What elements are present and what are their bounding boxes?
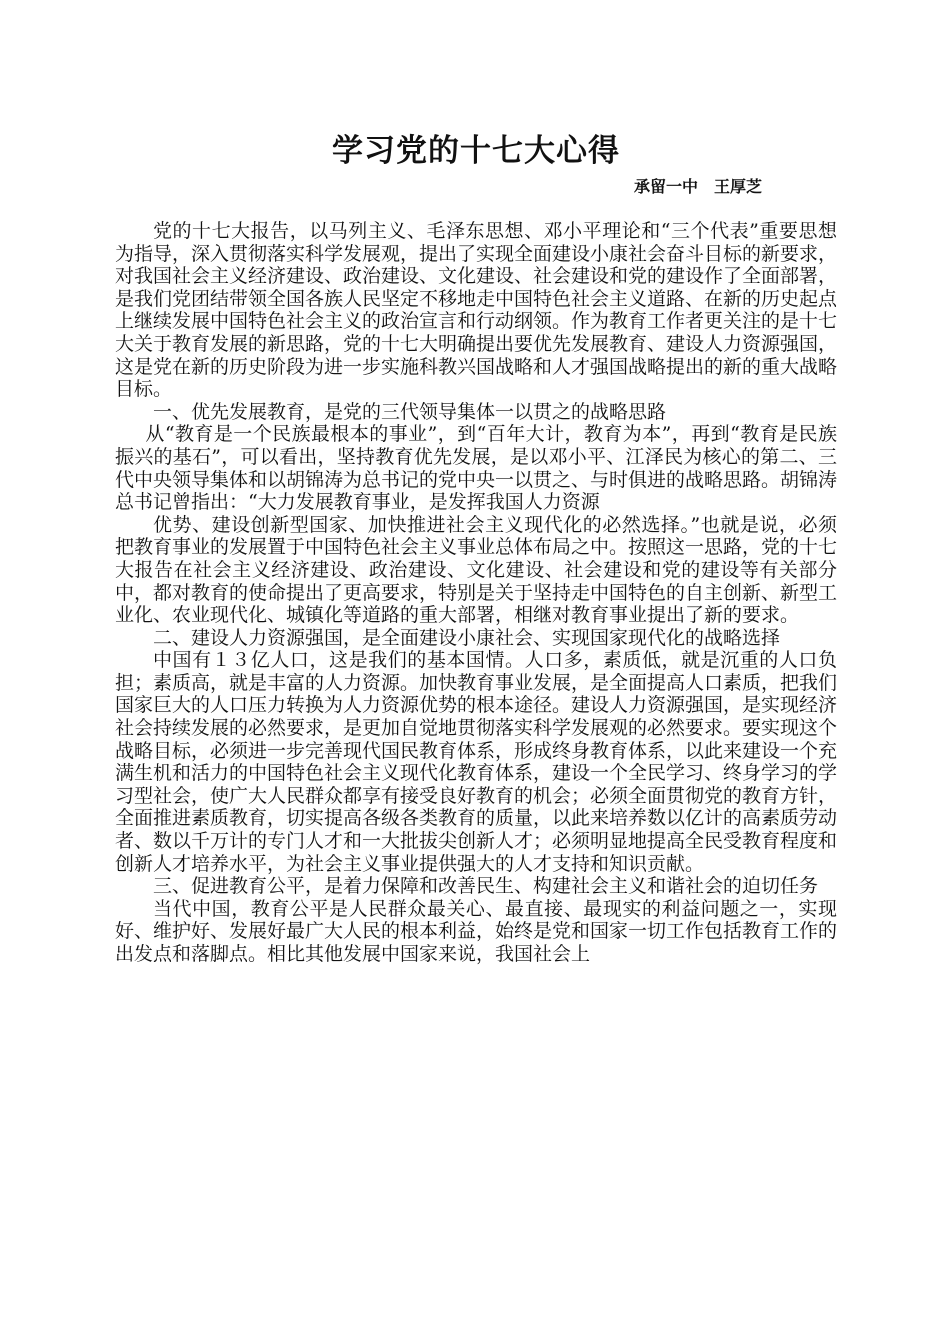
paragraph-section-2: 中国有１３亿人口，这是我们的基本国情。人口多，素质低，就是沉重的人口负担；素质高，就是丰富的人力资源。加快教育事业发展，是全面提高人口素质，把我们国家巨大的人口压力转换为人力资源优势的根本途径。建设人力资源强国，是实现经济社会持续发展的必然要求，是更加自觉地贯彻落实科学发展观的必然要求。要实现这个战略目标，必须进一步完善现代国民教育体系，形成终身教育体系，以此来建设一个充满生机和活力的中国特色社会主义现代化教育体系，建设一个全民学习、终身学习的学习型社会，使广大人民群众都享有接受良好教育的机会；必须全面贯彻党的教育方针，全面推进素质教育，切实提高各级各类教育的质量，以此来培养数以亿计的高素质劳动者、数以千万计的专门人才和一大批拔尖创新人才；必须明显地提高全民受教育程度和创新人才培养水平，为社会主义事业提供强大的人才支持和知识贡献。 — [115, 649, 838, 875]
section-heading-3: 三、促进教育公平，是着力保障和改善民生、构建社会主义和谐社会的迫切任务 — [153, 875, 819, 898]
paragraph-section-1-continued: 优势、建设创新型国家、加快推进社会主义现代化的必然选择。”也就是说，必须把教育事业的发展置于中国特色社会主义事业总体布局之中。按照这一思路，党的十七大报告在社会主义经济建设、政治建设、文化建设、社会建设和党的建设等有关部分中，都对教育的使命提出了更高要求，特别是关于坚持走中国特色的自主创新、新型工业化、农业现代化、城镇化等道路的重大部署，相继对教育事业提出了新的要求。 — [115, 513, 838, 627]
author-byline: 承留一中 王厚芝 — [633, 177, 762, 196]
document-body — [115, 220, 837, 966]
section-heading-2: 二、建设人力资源强国，是全面建设小康社会、实现国家现代化的战略选择 — [153, 626, 781, 649]
paragraph-section-1: 从“教育是一个民族最根本的事业”，到“百年大计，教育为本”，再到“教育是民族振兴的基石”，可以看出，坚持教育优先发展，是以邓小平、江泽民为核心的第二、三代中央领导集体和以胡锦涛为总书记的党中央一以贯之、与时俱进的战略思路。胡锦涛总书记曾指出：“大力发展教育事业，是发挥我国人力资源 — [115, 423, 838, 514]
paragraph-intro: 党的十七大报告，以马列主义、毛泽东思想、邓小平理论和“三个代表”重要思想为指导，深入贯彻落实科学发展观，提出了实现全面建设小康社会奋斗目标的新要求，对我国社会主义经济建设、政治建设、文化建设、社会建设和党的建设作了全面部署，是我们党团结带领全国各族人民坚定不移地走中国特色社会主义道路、在新的历史起点上继续发展中国特色社会主义的政治宣言和行动纲领。作为教育工作者更关注的是十七大关于教育发展的新思路，党的十七大明确提出要优先发展教育、建设人力资源强国，这是党在新的历史阶段为进一步实施科教兴国战略和人才强国战略提出的新的重大战略目标。 — [115, 220, 838, 401]
document-title: 学习党的十七大心得 — [332, 133, 620, 169]
paragraph-section-3: 当代中国，教育公平是人民群众最关心、最直接、最现实的利益问题之一，实现好、维护好、发展好最广大人民的根本利益，始终是党和国家一切工作包括教育工作的出发点和落脚点。相比其他发展中国家来说，我国社会上 — [115, 897, 838, 965]
document-page — [115, 128, 837, 966]
section-heading-1: 一、优先发展教育，是党的三代领导集体一以贯之的战略思路 — [153, 400, 667, 423]
